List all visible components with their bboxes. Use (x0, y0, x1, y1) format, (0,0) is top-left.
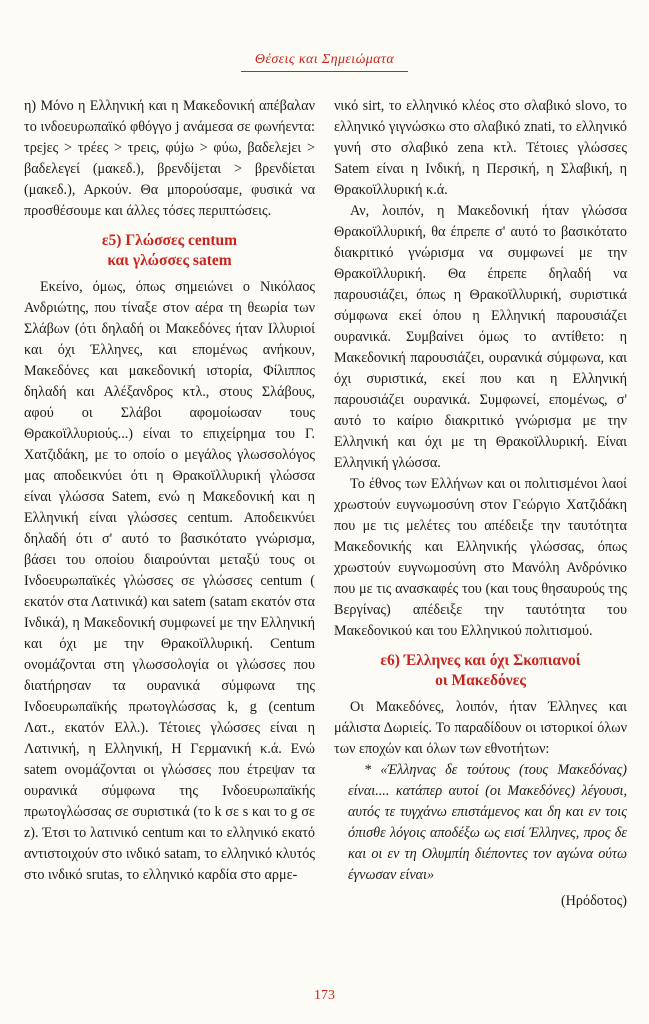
paragraph: Εκείνο, όμως, όπως σημειώνει ο Νικόλαος Ανδριώτης, που τίναξε στον αέρα τη θεωρία των Σλάβων (ότι δηλαδή οι Μακεδόνες ήταν Ιλλυριοί και όχι Έλληνες, και επομένως ανήκουν, Μακεδόνες και μακεδονική ιστορία, Φίλιππος δηλαδή και Αλέξανδρος κτλ., στους Σλάβους, αφού οι Σλάβοι αφομοίωσαν τους Θρακοϊλλυριούς...) είναι το επιχείρημα του Γ. Χατζιδάκη, με το οποίο ο μεγάλος γλωσσολόγος μας αποδεικνύει ότι η Θρακοϊλλυρική γλώσσα είναι γλώσσα Satem, ενώ η Μακεδονική και η Ελληνική είναι γλώσσες centum. Αποδεικνύει δηλαδή ότι σ' αυτό το βασικότατο γνώρισμα, βάσει του οποίου διαιρούνται μεταξύ τους οι Ινδοευρωπαϊκές γλώσσες σε γλώσσες centum ( εκατόν στα Λατινικά) και satem (satam εκατόν στα Ινδικά), η Μακεδονική συμφωνεί με την Ελληνική και όχι με την Θρακοϊλλυρική. Centum ονομάζονται στη γλωσσολογία οι γλώσσες που διατήρησαν τα ουρανικά σύμφωνα της Ινδοευρωπαϊκής πρωτογλώσσας k, g (centum Λατ., εκατόν Ελλ.). Τέτοιες γλώσσες είναι η Λατινική, η Ελληνική, Η Γερμανική κ.ά. Ενώ satem ονομάζονται οι γλώσσες που έτρεψαν τα ουρανικά σύμφωνα της Ινδοευρωπαϊκής πρωτογλώσσας σε συριστικά (το k σε s και το g σε z). Έτσι το λατινικό centum και το ελληνικό εκατό αντιστοιχούν στο ινδικό satam, το ελληνικό κλυτός στο ινδικό srutas, το ελληνικό καρδία στο αρμε- (24, 279, 315, 883)
herodotus-quote: * «Έλληνας δε τούτους (τους Μακεδόνας) είναι.... κατάπερ αυτοί (οι Μακεδόνες) λέγουσι, αυτός τε τυγχάνω επιστάμενος και δη και εν τοις όπισθε λόγοις αποδέξω ως εισί Έλληνες, προς δε και οι εν τη Ολυμπίη διέποντες τον αγώνα ούτω έγνωσαν είναι» (348, 762, 627, 883)
paragraph: Αν, λοιπόν, η Μακεδονική ήταν γλώσσα Θρακοϊλλυρική, θα έπρεπε σ' αυτό το βασικότατο διακριτικό γνώρισμα να συμφωνεί με την Θρακοϊλλυρική. Θα έπρεπε δηλαδή να παρουσιάζει, όπως η Θρακοϊλλυρική, συριστικά σύμφωνα εκεί όπου η Ελληνική παρουσιάζει ουρανικά. Συμβαίνει όμως το αντίθετο: η Μακεδονική παρουσιάζει, ουρανικά σύμφωνα, και όχι συριστικά, εκεί που και η Ελληνική παρουσιάζει ουρανικά. Συμφωνεί, επομένως, σ' αυτό το καίριο διακριτικό γνώρισμα με την Ελληνική και όχι με τη Θρακοϊλλυρική. Είναι Ελληνική γλώσσα. (334, 203, 627, 471)
section-heading-e6 (334, 651, 627, 691)
page-number: 173 (314, 988, 335, 1003)
section-heading-line: ε6) Έλληνες και όχι Σκοπιανοί (380, 652, 581, 669)
right-column (334, 96, 627, 912)
section-heading-e5 (24, 231, 315, 271)
section-heading-line: και γλώσσες satem (107, 252, 232, 269)
quote-attribution: (Ηρόδοτος) (560, 893, 627, 909)
page-header (0, 50, 649, 72)
paragraph: νικό sirt, το ελληνικό κλέος στο σλαβικό slovo, το ελληνικό γιγνώσκω στο σλαβικό znati, το ελληνικό γυνή στο σλαβικό zena κτλ. Τέτοιες γλώσσες Satem είναι η Ινδική, η Περσική, η Σλαβική, η Θρακοϊλλυρική κ.ά. (334, 98, 627, 198)
paragraph: η) Μόνο η Ελληνική και η Μακεδονική απέβαλαν το ινδοευρωπαϊκό φθόγγο j ανάμεσα σε φωνήεντα: τρεjες > τρέες > τρεις, φύjω > φύω, βαδελεjει > βαδελεγεί (μακεδ.), βρενδίjεται > βρενδίεται (μακεδ.), Αρκούν. Θα μπορούσαμε, φυσικά να προσθέσουμε και άλλες τόσες περιπτώσεις. (24, 98, 315, 219)
left-column (24, 96, 315, 886)
section-heading-line: οι Μακεδόνες (435, 672, 526, 689)
running-title: Θέσεις και Σημειώματα (241, 52, 408, 72)
paragraph: Οι Μακεδόνες, λοιπόν, ήταν Έλληνες και μάλιστα Δωριείς. Το παραδίδουν οι ιστορικοί όλων των εποχών και όλων των εθνοτήτων: (334, 699, 627, 757)
section-heading-line: ε5) Γλώσσες centum (101, 232, 238, 249)
paragraph: Το έθνος των Ελλήνων και οι πολιτισμένοι λαοί χρωστούν ευγνωμοσύνη στον Γεώργιο Χατζιδάκη που με τις μελέτες του απέδειξε την ταυτότητα Μακεδονικής και Ελληνικής γλώσσας, όπως χρωστούν ευγνωμοσύνη στο Μανόλη Ανδρόνικο που με τις ανασκαφές του (και τους θησαυρούς της Βεργίνας) απέδειξε την ταυτότητα του Μακεδονικού και του Ελληνικού πολιτισμού. (334, 476, 627, 639)
